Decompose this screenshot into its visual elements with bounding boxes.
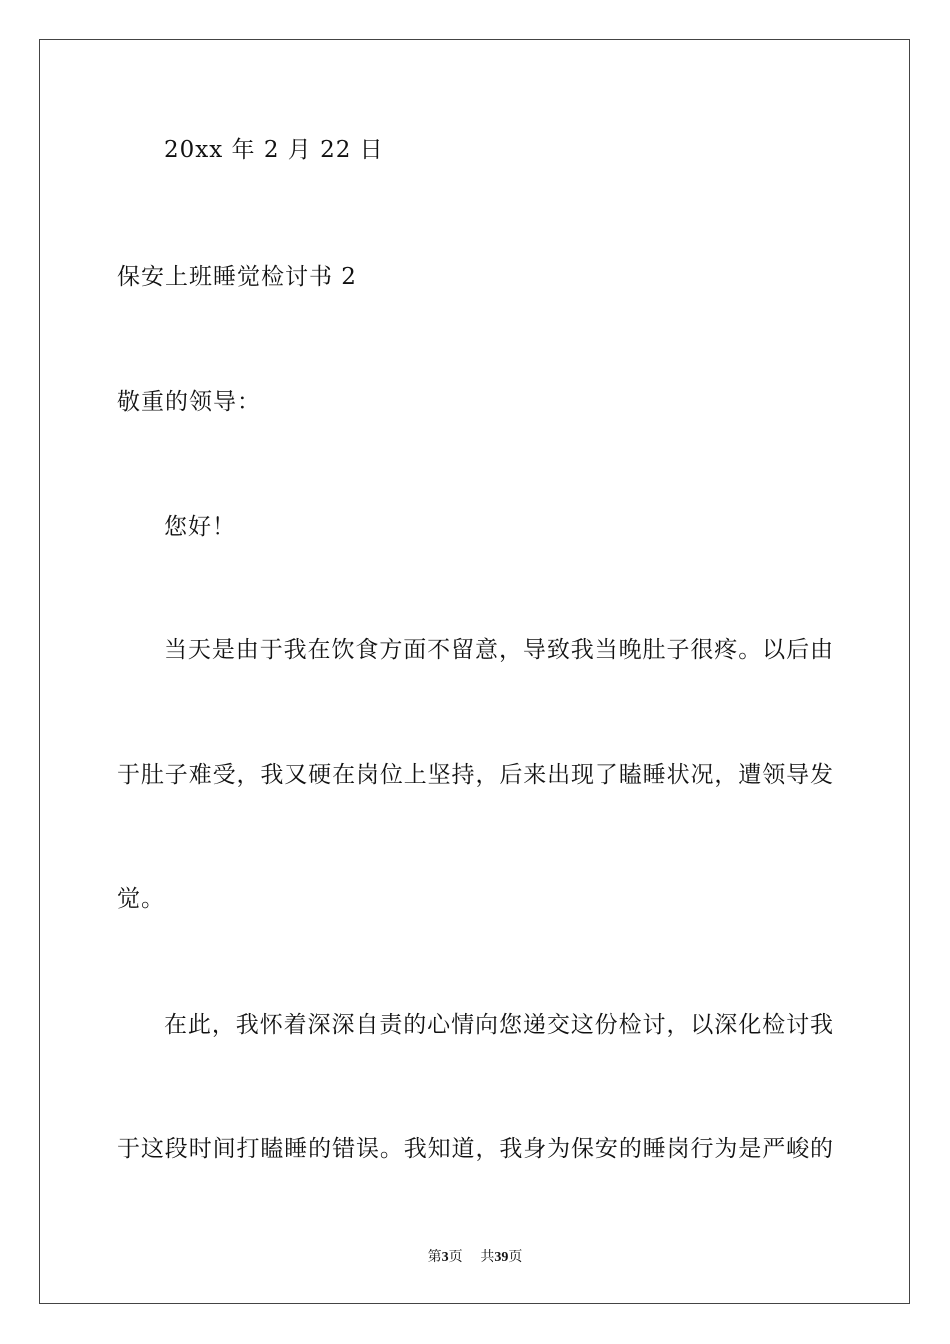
paragraph-1-line-3: 觉。 xyxy=(117,886,165,912)
paragraph-1-line-1: 当天是由于我在饮食方面不留意，导致我当晚肚子很疼。以后由 xyxy=(164,637,833,663)
footer-total-prefix: 共 xyxy=(480,1249,495,1265)
greeting: 您好！ xyxy=(164,514,236,540)
paragraph-2-line-2: 于这段时间打瞌睡的错误。我知道，我身为保安的睡岗行为是严峻的 xyxy=(117,1136,833,1162)
paragraph-1-line-2: 于肚子难受，我又硬在岗位上坚持，后来出现了瞌睡状况，遭领导发 xyxy=(117,762,833,788)
footer-page-prefix: 第 xyxy=(427,1249,442,1265)
salutation: 敬重的领导： xyxy=(117,389,261,415)
document-title: 保安上班睡觉检讨书 2 xyxy=(117,264,357,290)
page-footer xyxy=(0,1248,950,1267)
paragraph-2-line-1: 在此，我怀着深深自责的心情向您递交这份检讨，以深化检讨我 xyxy=(164,1012,833,1038)
document-date: 20xx 年 2 月 22 日 xyxy=(164,137,384,163)
footer-total-pages: 39 xyxy=(494,1250,509,1265)
footer-page-suffix: 页 xyxy=(448,1249,463,1265)
page-border xyxy=(39,39,910,1304)
footer-page-number: 3 xyxy=(441,1250,449,1265)
footer-total-suffix: 页 xyxy=(508,1249,523,1265)
